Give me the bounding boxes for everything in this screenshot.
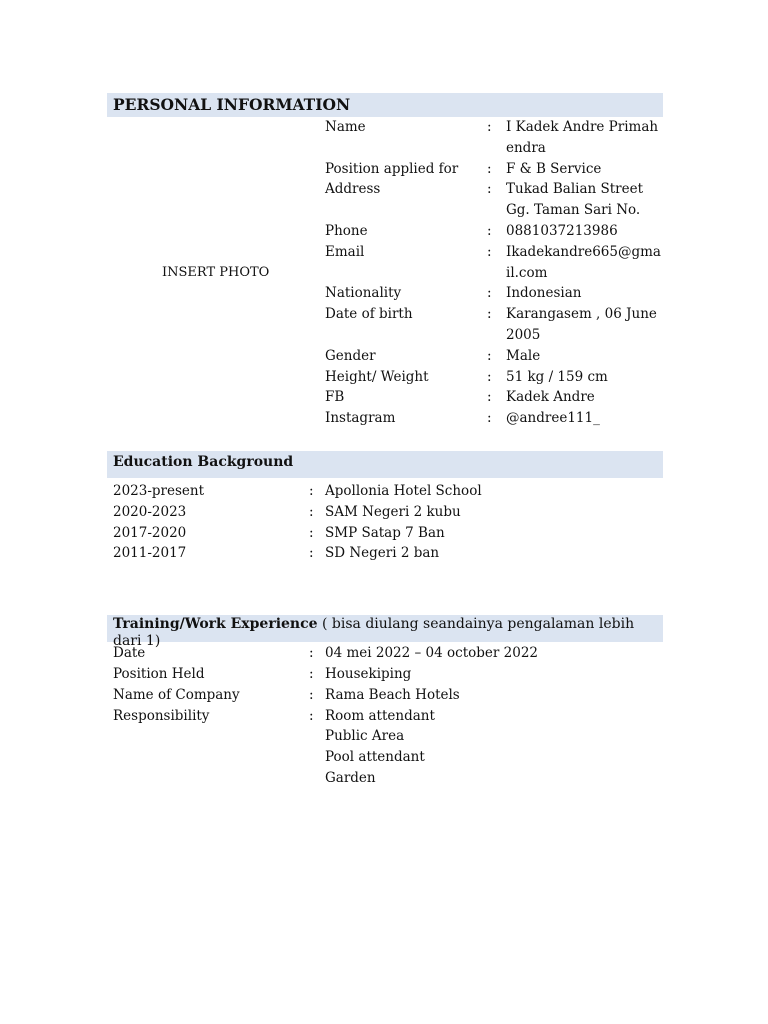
training-date-label: Date — [113, 645, 146, 662]
field-colon: : — [487, 119, 492, 135]
education-row — [113, 523, 663, 544]
training-colon: : — [309, 665, 314, 682]
field-date-of-birth — [325, 304, 663, 346]
field-label: Gender — [325, 347, 376, 364]
field-value: Ikadekandre665@gmail.com — [506, 243, 661, 281]
field-colon: : — [487, 306, 492, 323]
training-colon: : — [309, 707, 314, 724]
education-colon: : — [309, 483, 314, 499]
education-period: 2023-present — [113, 483, 205, 499]
education-period: 2020-2023 — [113, 503, 187, 520]
field-value: Tukad Balian Street Gg. Taman Sari No. — [506, 181, 644, 219]
training-date-value: 04 mei 2022 – 04 october 2022 — [325, 645, 539, 662]
field-email — [325, 242, 663, 284]
field-label: Address — [325, 181, 381, 198]
responsibility-item: Room attendant — [325, 707, 435, 724]
training-company-value: Rama Beach Hotels — [325, 686, 460, 703]
training-responsibility-label: Responsibility — [113, 707, 210, 724]
training-colon: : — [309, 686, 314, 703]
training-position-row — [113, 664, 663, 685]
field-label: FB — [325, 389, 345, 406]
field-value: F & B Service — [506, 160, 602, 177]
education-colon: : — [309, 503, 314, 520]
field-instagram — [325, 408, 663, 429]
personal-information-title: PERSONAL INFORMATION — [113, 95, 351, 114]
education-school: SAM Negeri 2 kubu — [325, 503, 461, 520]
cv-document — [107, 93, 663, 789]
photo-placeholder: INSERT PHOTO — [162, 265, 270, 280]
field-colon: : — [487, 222, 492, 239]
training-colon: : — [309, 645, 314, 662]
education-header — [107, 451, 663, 478]
field-label: Name — [325, 119, 366, 135]
education-list — [107, 481, 663, 564]
field-value: Kadek Andre — [506, 389, 595, 406]
field-value: 51 kg / 159 cm — [506, 368, 608, 385]
field-height-weight — [325, 367, 663, 388]
field-gender — [325, 346, 663, 367]
field-colon: : — [487, 389, 492, 406]
responsibility-item: Public Area — [325, 728, 405, 745]
training-title: Training/Work Experience — [113, 616, 318, 633]
education-row — [113, 481, 663, 502]
field-address — [325, 179, 663, 221]
field-colon: : — [487, 160, 492, 177]
field-label: Instagram — [325, 410, 396, 427]
field-colon: : — [487, 243, 492, 260]
field-value: Indonesian — [506, 285, 582, 302]
training-date-row — [113, 643, 663, 664]
field-colon: : — [487, 347, 492, 364]
field-nationality — [325, 283, 663, 304]
education-school: Apollonia Hotel School — [325, 483, 482, 499]
education-row — [113, 502, 663, 523]
field-value: Karangasem , 06 June 2005 — [506, 306, 657, 343]
field-colon: : — [487, 285, 492, 302]
field-value: 0881037213986 — [506, 222, 618, 239]
education-period: 2017-2020 — [113, 524, 187, 541]
personal-information-section — [107, 117, 663, 429]
training-header — [107, 615, 663, 650]
education-row — [113, 543, 663, 564]
responsibility-list — [325, 706, 663, 789]
personal-information-header — [107, 93, 663, 117]
education-school: SD Negeri 2 ban — [325, 545, 440, 562]
field-value: Male — [506, 347, 541, 364]
education-colon: : — [309, 524, 314, 541]
training-list — [107, 643, 663, 789]
field-position — [325, 159, 663, 180]
training-company-row — [113, 685, 663, 706]
responsibility-item: Garden — [325, 769, 376, 786]
education-colon: : — [309, 545, 314, 562]
responsibility-item: Pool attendant — [325, 749, 425, 766]
field-phone — [325, 221, 663, 242]
field-colon: : — [487, 368, 492, 385]
field-label: Nationality — [325, 285, 402, 302]
training-company-label: Name of Company — [113, 686, 240, 703]
field-label: Email — [325, 243, 365, 260]
field-value: I Kadek Andre Primahendra — [506, 119, 659, 156]
personal-fields — [325, 117, 663, 429]
training-note: ( bisa diulang seandainya pengalaman lebih dari 1) — [113, 616, 635, 650]
field-label: Position applied for — [325, 160, 459, 177]
field-label: Height/ Weight — [325, 368, 429, 385]
education-period: 2011-2017 — [113, 545, 187, 562]
education-school: SMP Satap 7 Ban — [325, 524, 445, 541]
education-title: Education Background — [113, 454, 294, 470]
field-value: @andree111_ — [506, 410, 600, 427]
field-name — [325, 117, 663, 159]
field-label: Phone — [325, 222, 368, 239]
field-colon: : — [487, 181, 492, 198]
field-fb — [325, 387, 663, 408]
training-position-label: Position Held — [113, 665, 205, 682]
training-position-value: Housekiping — [325, 665, 412, 682]
training-responsibility-row — [113, 706, 663, 789]
field-label: Date of birth — [325, 306, 413, 323]
field-colon: : — [487, 410, 492, 427]
